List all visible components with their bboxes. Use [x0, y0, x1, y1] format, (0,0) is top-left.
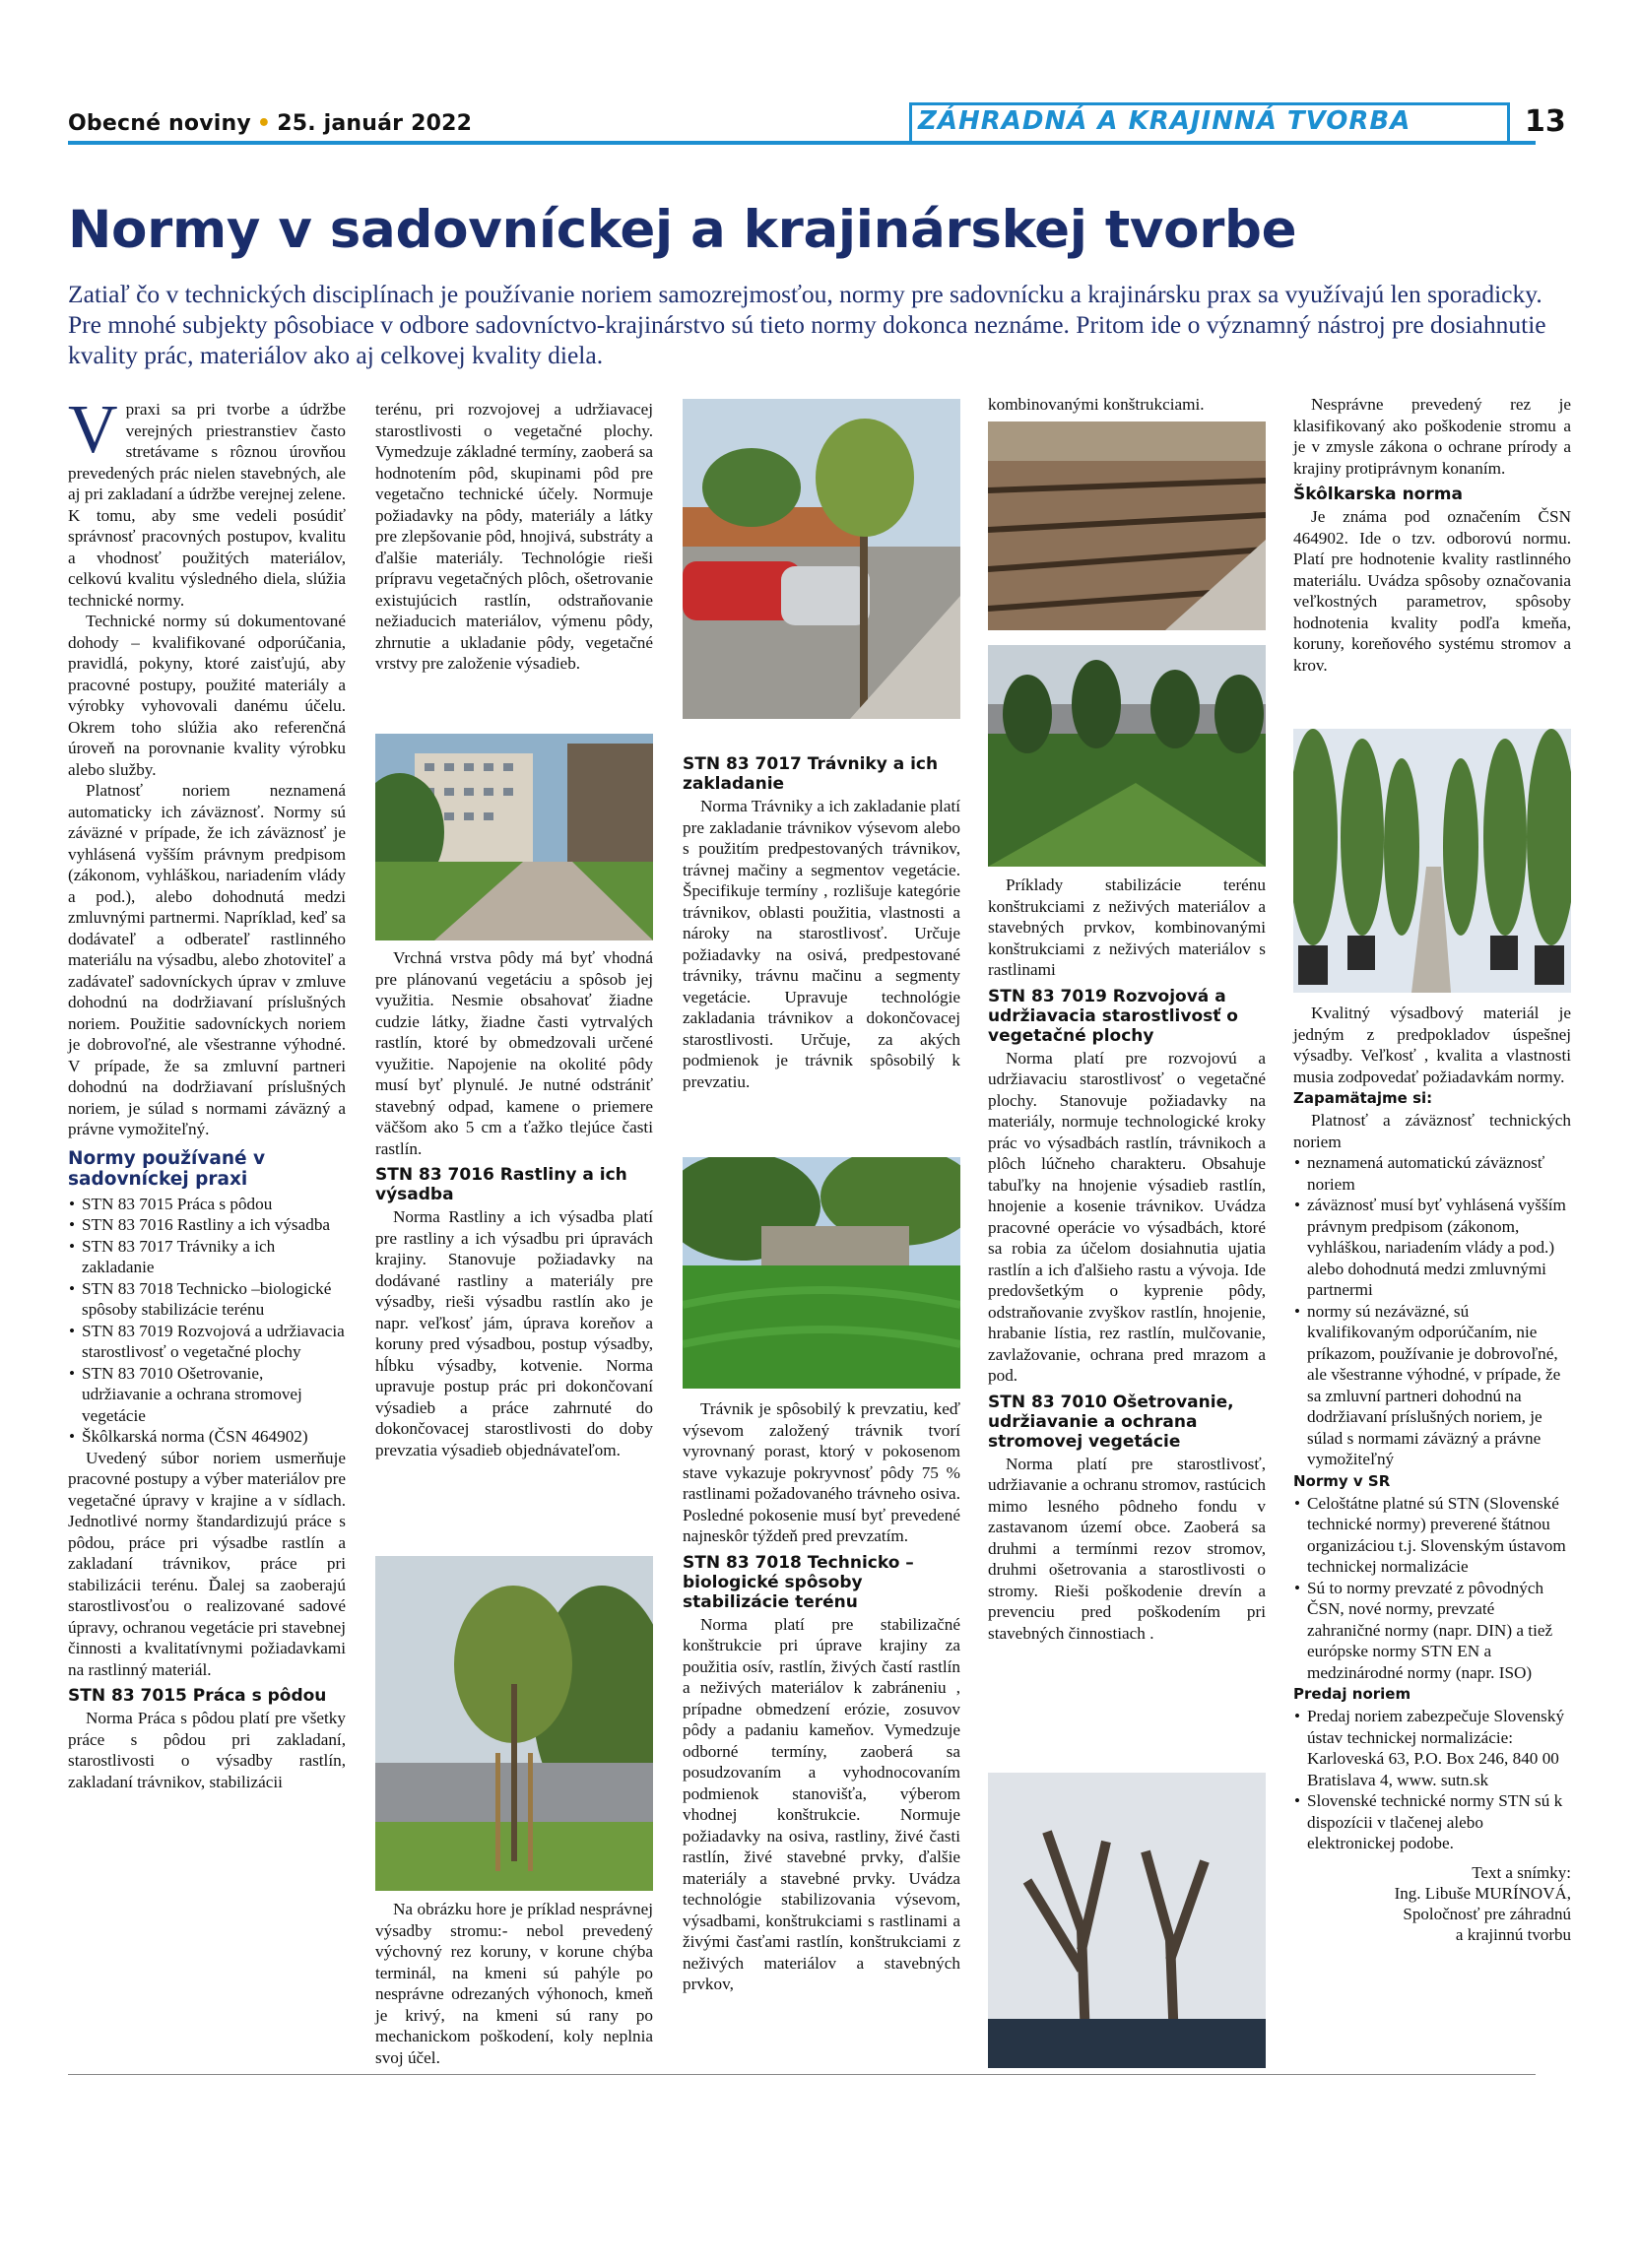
paragraph: Norma platí pre stabilizačné konštrukcie pri úprave krajiny za použitia osív, rastlín, živých častí rastlín a neživých materiálov k zabráneniu , prípadne obmedzení erózie, zosuvov pôdy a padaniu kameňov. Vymedzuje odborné termíny, zaoberá sa posudzovaním a vyhodnocovaním podmienok stanovišťa, výberom vhodnej konštrukcie. Normuje požiadavky na osiva, rastliny, živé časti rastlín, živé stavebné prvky, ďalšie materiály a stavebné prvky. Uvádza technológie stabilizovania výsevom, výsadbami, konštrukciami s rastlinami a živými časťami rastlín, konštrukciami z neživých materiálov a stavebných prvkov, [683, 1614, 960, 1993]
lawn-photo [683, 1157, 960, 1389]
subheading: Škôlkarska norma [1293, 485, 1463, 504]
paved-path-photo [375, 734, 653, 940]
validity-list [1293, 1152, 1571, 1470]
sales-list [1293, 1706, 1571, 1854]
paper-name: Obecné noviny [68, 111, 251, 136]
subheading: Normy používané v sadovníckej praxi [68, 1147, 266, 1190]
list-item: • neznamená automatickú záväznosť noriem [1307, 1152, 1571, 1195]
paragraph: Norma Rastliny a ich výsadba platí pre rastliny a ich výsadbu pri úpravách krajiny. Stanovuje požiadavky na dodávané rastliny a materiály pre výsadby, rieši výsadbu rastlín ako je napr. veľkosť jám, úprava koreňov a koruny pred výsadbou, postup výsadby, hĺbku výsadby, kotvenie. Norma upravuje postup prác pri dokončovaní výsadieb a práce zahrnuté do dokončovacej starostlivosti do doby prevzatia výsadieb objednávateľom. [375, 1207, 653, 1459]
page-number: 13 [1525, 104, 1566, 139]
article-title: Normy v sadovníckej a krajinárskej tvorbe [68, 200, 1297, 260]
drop-cap: V [68, 392, 118, 468]
norms-list [68, 1194, 346, 1448]
terrace-stabilization-photo [988, 421, 1266, 630]
list-item: • STN 83 7019 Rozvojová a udržiavacia starostlivosť o vegetačné plochy [82, 1321, 346, 1363]
photo-caption: Kvalitný výsadbový materiál je jedným z predpokladov úspešnej výsadby. Veľkosť , kvalita a vlastnosti musia zodpovedať požiadavkám normy. [1293, 1004, 1571, 1086]
list-item: • záväznosť musí byť vyhlásená vyšším právnym predpisom (zákonom, vyhláškou, nariadením vlády a pod.) alebo dohodnutá medzi zmluvnými partnermi [1307, 1195, 1571, 1301]
paragraph: Platnosť a záväznosť technických noriem [1293, 1111, 1571, 1151]
slope-stabilization-photo [988, 645, 1266, 867]
pruned-trees-photo [988, 1773, 1266, 2068]
subheading: STN 83 7015 Práca s pôdou [68, 1686, 327, 1706]
bottom-rule [68, 2074, 1536, 2075]
column-5-bottom [1293, 1003, 1571, 1945]
paragraph: terénu, pri rozvojovej a udržiavacej starostlivosti o vegetačné plochy. Vymedzuje základné termíny, zaoberá sa hodnotením pôd, skupinami pôd pre vegetačno technické účely. Normuje požiadavky na pôdy, materiály a látky pre zlepšovanie pôd, hnojivá, substráty a ďalšie materiály. Technológie rieši prípravu vegetačných plôch, ošetrovanie existujúcich rastlín, odstraňovanie nežiaducich materiálov, výmenu pôdy, zhrnutie a ukladanie pôdy, vegetačné vrstvy pre založenie výsadieb. [375, 400, 653, 673]
list-item: • Slovenské technické normy STN sú k dispozícii v tlačenej alebo elektronickej podobe. [1307, 1790, 1571, 1854]
header-rule [68, 141, 1536, 145]
list-item: • Škôlkarská norma (ČSN 464902) [82, 1426, 346, 1448]
header-bullet: • [256, 111, 272, 136]
nursery-trees-photo [1293, 729, 1571, 993]
paragraph: Norma platí pre starostlivosť, udržiavanie a ochranu stromov, rastúcich mimo lesného pôdneho fondu v zastavanom území obce. Zaoberá sa druhmi a termínmi rezov stromov, druhmi ošetrovania a starostlivosti o stromy. Rieši poškodenie drevín a prevenciu pred poškodením pri stavebných činnostiach . [988, 1454, 1266, 1643]
author-credit: Text a snímky: Ing. Libuše MURÍNOVÁ, Spoločnosť pre záhradnú a krajinnú tvorbu [1394, 1862, 1571, 1944]
paragraph: Norma platí pre rozvojovú a udržiavaciu starostlivosť o vegetačné plochy. Stanovuje požiadavky na materiály, normuje technologické kroky prác vo výsadbách rastlín, trávnikoch a plôch lúčneho charakteru. Obsahuje tabuľky na hnojenie výsadieb rastlín, hnojenie a kosenie trávnikov. Uvádza pracovné operácie vo výsadbách, ktoré sa robia za účelom dosiahnutia ujatia rastlín a ich ďalšieho rastu a vývoja. Ide predovšetkým o kyprenie pôdy, odstraňovanie zvyškov rastlín, hnojenie, hrabanie lístia, rez rastlín, mulčovanie, zavlažovanie, ochrana pred mrazom a pod. [988, 1048, 1266, 1385]
column-4-mid [988, 875, 1266, 1644]
paragraph: Platnosť noriem neznamená automaticky ich záväznosť. Normy sú záväzné v prípade, že ich záväznosť je vyhlásená vyšším právnym predpisom (zákonom, vyhláškou, nariadením vlády a pod.), alebo dohodnutá medzi zmluvnými partnermi. Napríklad, keď sa dodávateľ a odberateľ rastlinného materiálu na výsadbu, alebo zhotoviteľ a zadávateľ sadovníckych úprav v zmluve dohodnú na dodržiavaní príslušných noriem. Použitie sadovníckych noriem je dobrovoľné, ale všestranne výhodné. V prípade, že sa zmluvní partneri dohodnú na dodržiavaní príslušných noriem, je súlad s normami záväzný a právne vymožiteľný. [68, 781, 346, 1138]
list-item: • Celoštátne platné sú STN (Slovenské technické normy) preverené štátnou organizáciou t.j. Slovenským ústavom technickej normalizácie [1307, 1493, 1571, 1578]
subheading: STN 83 7010 Ošetrovanie, udržiavanie a ochrana stromovej vegetácie [988, 1392, 1234, 1452]
paragraph: Uvedený súbor noriem usmerňuje pracovné postupy a výber materiálov pre vegetačné úpravy v krajine a v sídlach. Jednotlivé normy štandardizujú práce s pôdou, práce pri výsadbe rastlín a zakladaní trávnikov, práce pri stabilizácii terénu. Ďalej sa zaoberajú starostlivosťou o realizované sadové úpravy, ochranou vegetácie pri stavebnej činnosti a kvalitatívnymi požiadavkami na rastlinný materiál. [68, 1448, 346, 1679]
list-item: • Sú to normy prevzaté z pôvodných ČSN, nové normy, prevzaté zahraničné normy (napr. DIN) a tiež európske normy STN EN a medzinárodné normy (napr. ISO) [1307, 1578, 1571, 1684]
subheading: STN 83 7017 Trávniky a ich zakladanie [683, 754, 939, 794]
tree-planting-photo [375, 1556, 653, 1891]
norms-sr-list [1293, 1493, 1571, 1684]
list-item: • normy sú nezáväzné, sú kvalifikovaným odporúčaním, nie príkazom, používanie je dobrovoľné, ale všestranne výhodné, v prípade, že sa zmluvní partneri dohodnú na dodržiavaní príslušných noriem, je súlad s normami záväzný a právne vymožiteľný [1307, 1301, 1571, 1470]
paragraph: kombinovanými konštrukciami. [988, 395, 1205, 414]
column-3-top [683, 748, 960, 1092]
list-item: • STN 83 7016 Rastliny a ich výsadba [82, 1214, 346, 1236]
subheading: STN 83 7016 Rastliny a ich výsadba [375, 1165, 627, 1204]
paragraph: Je známa pod označením ČSN 464902. Ide o tzv. odborovú normu. Platí pre hodnotenie kvality rastlinného materiálu. Uvádza spôsoby označovania veľkostných parametrov, spôsoby hodnotenia kvality podľa kmeňa, koruny, koreňového systému stromov a krov. [1293, 507, 1571, 675]
column-5-top [1293, 394, 1571, 676]
subheading: STN 83 7019 Rozvojová a udržiavacia starostlivosť o vegetačné plochy [988, 986, 1238, 1046]
article-lead: Zatiaľ čo v technických disciplínach je používanie noriem samozrejmosťou, normy pre sadovnícku a krajinársku prax sa využívajú len sporadicky. Pre mnohé subjekty pôsobiace v odbore sadovníctvo-krajinárstvo sú tieto normy dokonca neznáme. Pritom ide o významný nástroj pre dosiahnutie kvality prác, materiálov ako aj celkovej kvality diela. [68, 280, 1546, 369]
list-item: • STN 83 7017 Trávniky a ich zakladanie [82, 1236, 346, 1278]
parking-tree-photo [683, 399, 960, 719]
paragraph: Norma Trávniky a ich zakladanie platí pre zakladanie trávnikov výsevom alebo s použitím predpestovaných trávnikov, trávnej mačiny a segmentov vegetácie. Špecifikuje termíny , rozlišuje kategórie trávnikov, oblasti použitia, vlastnosti a nároky na starostlivosť. Určuje požiadavky na osivá, predpestované trávniky, trávnu mačinu a segmenty vegetácie. Upravuje technológie zakladania trávnikov a dokončovacej starostlivosti. Určuje, za akých podmienok je trávnik spôsobilý k prevzatiu. [683, 797, 960, 1091]
section-title: ZÁHRADNÁ A KRAJINNÁ TVORBA [918, 106, 1411, 136]
photo-caption: Na obrázku hore je príklad nesprávnej výsadby stromu:- nebol prevedený výchovný rez koruny, v korune chýba terminál, na kmeni sú pahýle po nesprávne odrezaných výhonoch, kmeň je krivý, na kmeni sú rany po mechanickom poškodení, koly neplnia svoj účel. [375, 1900, 653, 2067]
column-4-top [988, 394, 1266, 416]
subheading: STN 83 7018 Technicko –biologické spôsoby stabilizácie terénu [683, 1552, 914, 1612]
intro-paragraph: Vpraxi sa pri tvorbe a údržbe verejných priestranstiev často stretávame s rôznou úrovňou prevedených prác nielen stavebných, ale aj pri zakladaní a údržbe verejnej zelene. K tomu, aby sme vedeli posúdiť správnosť pracovných postupov, kvalitu a vhodnosť použitých materiálov, celkovú kvalitu výsledného diela, slúžia technické normy. [68, 392, 346, 610]
column-1 [68, 392, 346, 1792]
paragraph: Norma Práca s pôdou platí pre všetky práce s pôdou pri zakladaní, starostlivosti o výsadby rastlín, zakladaní trávnikov, stabilizácii [68, 1709, 346, 1791]
subheading: Predaj noriem [1293, 1685, 1411, 1703]
list-item: • Predaj noriem zabezpečuje Slovenský ústav technickej normalizácie: Karloveská 63, P.O. Box 246, 840 00 Bratislava 4, www. sutn.sk [1307, 1706, 1571, 1790]
paragraph: Nesprávne prevedený rez je klasifikovaný ako poškodenie stromu a je v zmysle zákona o ochrane prírody a krajiny protiprávnym konaním. [1293, 395, 1571, 478]
list-item: • STN 83 7010 Ošetrovanie, udržiavanie a ochrana stromovej vegetácie [82, 1363, 346, 1427]
masthead [68, 111, 472, 136]
photo-caption: Vrchná vrstva pôdy má byť vhodná pre plánovanú vegetáciu a spôsob jej využitia. Nesmie obsahovať žiadne cudzie látky, žiadne časti vytrvalých rastlín, ktoré by obmedzovali určené využitie. Napojenie na okolité pôdy musí byť plynulé. Je nutné odstrániť stavebný odpad, kamene o priemere väčšom ako 5 cm a ťažko tlejúce časti rastlín. [375, 948, 653, 1158]
paragraph: Technické normy sú dokumentované dohody – kvalifikované odporúčania, pravidlá, pokyny, ktoré zaisťujú, aby pracovné postupy, použité materiály a výrobky vyhovovali danému účelu. Okrem toho slúžia ako referenčná úroveň na porovnanie kvality výrobku alebo služby. [68, 612, 346, 779]
subheading: Normy v SR [1293, 1471, 1391, 1490]
list-item: • STN 83 7018 Technicko –biologické spôsoby stabilizácie terénu [82, 1278, 346, 1321]
column-2-top [375, 399, 653, 675]
photo-caption: Príklady stabilizácie terénu konštrukciami z neživých materiálov a stavebných prvkov, kombinovanými konštrukciami z neživých materiálov s rastlinami [988, 875, 1266, 979]
list-item: • STN 83 7015 Práca s pôdou [82, 1194, 346, 1215]
photo-caption: Trávnik je spôsobilý k prevzatiu, keď výsevom založený trávnik tvorí vyrovnaný porast, ktorý v pokosenom stave vykazuje pokryvnosť pôdy 75 % rastlinami požadovaného trávneho osiva. Posledné pokosenie musí byť prevedené najneskôr týždeň pred prevzatím. [683, 1399, 960, 1545]
issue-date: 25. január 2022 [277, 111, 473, 136]
subheading: Zapamätajme si: [1293, 1089, 1433, 1107]
column-2-bottom [375, 1899, 653, 2068]
column-3-bottom [683, 1398, 960, 1995]
column-2-mid [375, 947, 653, 1460]
